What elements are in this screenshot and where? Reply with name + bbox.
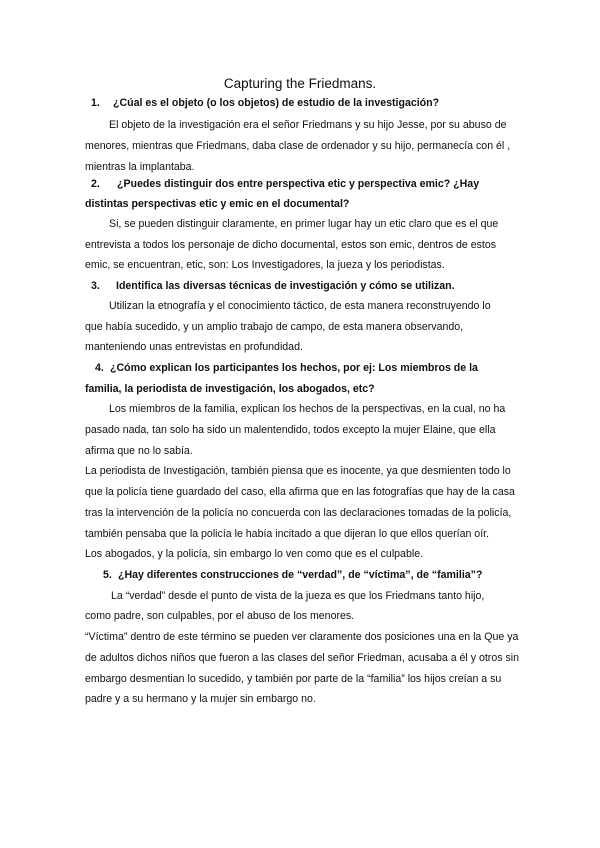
question-number: 5. — [103, 569, 112, 581]
question-1 — [91, 96, 439, 110]
question-number: 1. — [91, 97, 100, 109]
answer-line: de adultos dichos niños que fueron a las clases del señor Friedman, acusaba a él y otros sin — [85, 652, 520, 664]
question-text: ¿Cómo explican los participantes los hechos, por ej: Los miembros de la — [110, 362, 478, 374]
question-3 — [91, 279, 455, 293]
answer-line: como padre, son culpables, por el abuso de los menores. — [85, 610, 355, 622]
answer-line: afirma que no lo sabía. — [85, 445, 193, 457]
answer-line: embargo desmentian lo sucedido, y también por parte de la “familia” los hijos creían a su — [85, 673, 502, 685]
answer-line: manteniendo unas entrevistas en profundidad. — [85, 341, 303, 353]
question-text: ¿Puedes distinguir dos entre perspectiva etic y perspectiva emic? ¿Hay — [117, 178, 480, 190]
answer-line: La periodista de Investigación, también piensa que es inocente, ya que desmienten todo lo — [85, 465, 511, 477]
answer-line: que había sucedido, y un amplio trabajo de campo, de esta manera observando, — [85, 321, 464, 333]
question-2 — [91, 177, 479, 191]
answer-line: también pensaba que la policía le había incitado a que dijeran lo que ellos querían oír. — [85, 528, 490, 540]
question-number: 4. — [95, 362, 104, 374]
question-text: ¿Cúal es el objeto (o los objetos) de estudio de la investigación? — [113, 97, 440, 109]
question-text: Identifica las diversas técnicas de investigación y cómo se utilizan. — [116, 280, 455, 292]
answer-line: Si, se pueden distinguir claramente, en primer lugar hay un etic claro que es el que — [109, 218, 499, 230]
answer-line: “Víctima” dentro de este término se pueden ver claramente dos posiciones una en la Que ya — [85, 631, 519, 643]
question-5 — [103, 568, 482, 582]
answer-line: La “verdad” desde el punto de vista de la jueza es que los Friedmans tanto hijo, — [111, 590, 485, 602]
answer-line: pasado nada, tan solo ha sido un malentendido, todos excepto la mujer Elaine, que ella — [85, 424, 496, 436]
answer-line: mientras la implantaba. — [85, 161, 195, 173]
answer-line: Los abogados, y la policía, sin embargo lo ven como que es el culpable. — [85, 548, 424, 560]
question-text: familia, la periodista de investigación, los abogados, etc? — [85, 383, 375, 395]
answer-line: padre y a su hermano y la mujer sin embargo no. — [85, 693, 316, 705]
question-text: ¿Hay diferentes construcciones de “verdad”, de “víctima”, de “familia”? — [118, 569, 483, 581]
page-title: Capturing the Friedmans. — [223, 76, 377, 91]
answer-line: que la policía tiene guardado del caso, ella afirma que en las fotografías que hay de la casa — [85, 486, 515, 498]
question-4 — [95, 361, 478, 375]
answer-line: entrevista a todos los personaje de dicho documental, estos son emic, dentros de estos — [85, 239, 497, 251]
answer-line: menores, mientras que Friedmans, daba clase de ordenador y su hijo, permanecía con él , — [85, 140, 511, 152]
question-text: distintas perspectivas etic y emic en el documental? — [85, 198, 350, 210]
answer-line: Utilizan la etnografía y el conocimiento táctico, de esta manera reconstruyendo lo — [109, 300, 491, 312]
answer-line: Los miembros de la familia, explican los hechos de la perspectivas, en la cual, no ha — [109, 403, 506, 415]
answer-line: emic, se encuentran, etic, son: Los Investigadores, la jueza y los periodistas. — [85, 259, 445, 271]
answer-line: El objeto de la investigación era el señor Friedmans y su hijo Jesse, por su abuso de — [109, 119, 507, 131]
answer-line: tras la intervención de la policía no concuerda con las declaraciones tomadas de la policía, — [85, 507, 512, 519]
question-number: 3. — [91, 280, 100, 292]
question-number: 2. — [91, 178, 100, 190]
